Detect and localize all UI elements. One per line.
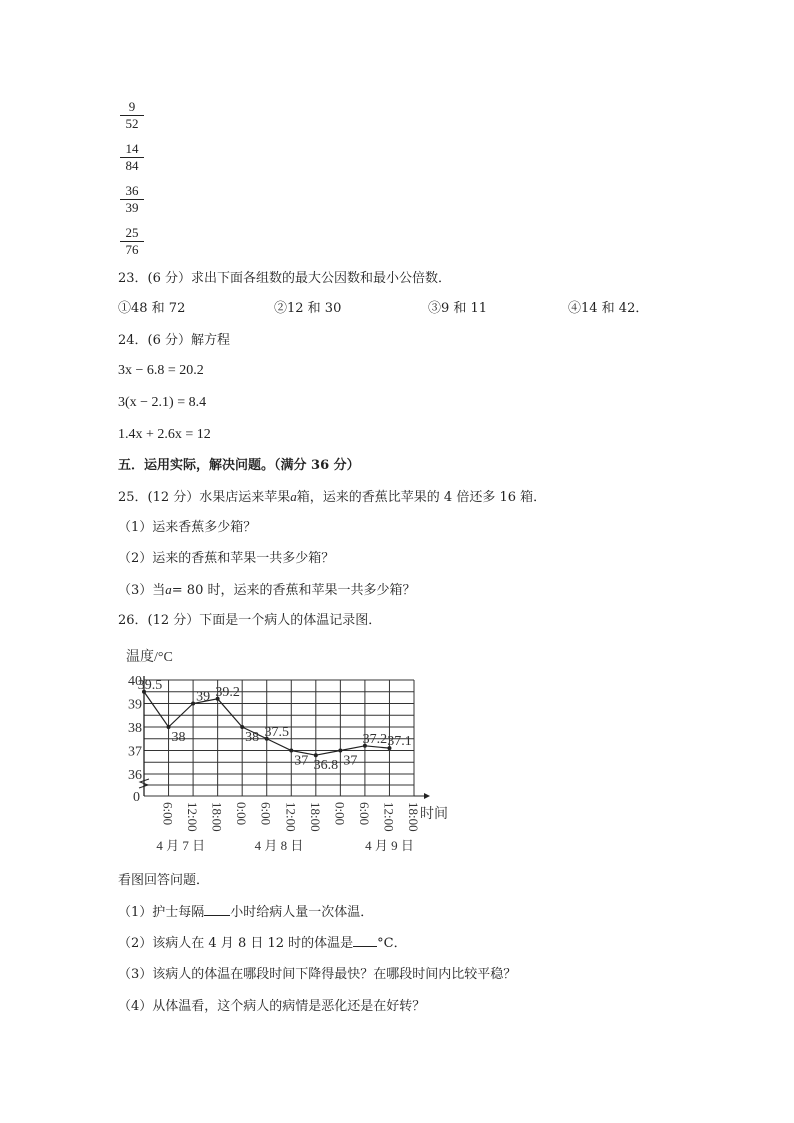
fraction-1 [120, 100, 144, 131]
q25-sub-3-part-a: （3）当 [118, 583, 166, 598]
q25-sub-1: （1）运来香蕉多少箱？ [118, 520, 257, 535]
q25-variable: a [290, 489, 297, 504]
fraction-numerator: 9 [128, 99, 136, 114]
x-axis-arrow [424, 793, 430, 799]
data-point [167, 725, 171, 729]
q25-sub-2: （2）运来的香蕉和苹果一共多少箱？ [118, 551, 335, 566]
date-label: 4 月 9 日 [365, 838, 414, 853]
fraction-denominator: 52 [125, 116, 139, 131]
q23-item-1: ①48 和 72 [118, 301, 186, 316]
q23-item-2: ②12 和 30 [274, 301, 342, 316]
y-tick-label: 39 [128, 697, 142, 713]
q26-sub-1 [118, 903, 373, 922]
y-tick-label: 36 [128, 768, 142, 783]
fraction-denominator: 76 [125, 242, 139, 257]
q26-title: 26．(12 分）下面是一个病人的体温记录图． [118, 613, 382, 628]
y-tick-label: 38 [128, 721, 142, 736]
x-tick-label: 18:00 [209, 802, 225, 832]
q26-sub-2-part-b: °C． [377, 936, 407, 951]
data-label: 37.5 [264, 724, 289, 740]
q23-item-3: ③9 和 11 [428, 301, 488, 316]
q25-title [118, 488, 546, 507]
x-tick-label: 12:00 [185, 802, 201, 832]
q25-sub-3-part-b: = 80 时，运来的香蕉和苹果一共多少箱？ [171, 583, 416, 598]
x-tick-label: 18:00 [406, 802, 421, 832]
q25-sub-3 [118, 581, 415, 600]
x-tick-label: 12:00 [381, 802, 397, 832]
q24-equation-1: 3x − 6.8 = 20.2 [118, 363, 204, 378]
y-tick-label: 40 [128, 674, 142, 689]
data-label: 38 [245, 730, 260, 745]
fraction-denominator: 84 [125, 158, 139, 173]
q26-sub-3: （3）该病人的体温在哪段时间下降得最快？在哪段时间内比较平稳？ [118, 967, 517, 982]
temperature-chart [118, 644, 458, 860]
q26-after-text: 看图回答问题． [118, 873, 210, 888]
q26-sub-2 [118, 934, 407, 953]
data-point [314, 753, 318, 757]
x-tick-label: 6:00 [258, 802, 274, 826]
x-tick-label: 6:00 [160, 802, 176, 826]
q23-item-4: ④14 和 42． [568, 301, 649, 316]
data-label: 39.5 [137, 677, 163, 693]
q25-title-part-a: 25．(12 分）水果店运来苹果 [118, 490, 291, 505]
fraction-numerator: 25 [125, 225, 139, 240]
data-label: 36.8 [313, 758, 339, 774]
y-axis-label: 温度/°C [126, 650, 173, 665]
q24-title: 24．(6 分）解方程 [118, 333, 231, 348]
q24-equation-2: 3(x − 2.1) = 8.4 [118, 395, 207, 410]
fraction-2 [120, 142, 144, 173]
temperature-chart-svg [118, 644, 458, 860]
x-tick-label: 0:00 [234, 802, 250, 826]
q26-sub-1-part-a: （1）护士每隔 [118, 905, 205, 920]
x-tick-label: 12:00 [283, 802, 299, 832]
q25-sub-3-variable: a [165, 582, 172, 597]
data-label: 37.1 [387, 734, 412, 750]
data-label: 39.2 [215, 684, 240, 700]
y-tick-label: 37 [128, 744, 142, 760]
data-label: 38 [171, 730, 186, 745]
fraction-numerator: 36 [125, 183, 139, 198]
q23-title: 23．(6 分）求出下面各组数的最大公因数和最小公倍数． [118, 271, 452, 286]
q25-title-part-b: 箱，运来的香蕉比苹果的 4 倍还多 16 箱． [296, 490, 547, 505]
data-point [338, 749, 342, 753]
data-label: 37.2 [362, 731, 388, 747]
data-label: 37 [294, 753, 309, 769]
q26-sub-1-blank [204, 903, 230, 916]
fraction-denominator: 39 [125, 200, 139, 215]
q26-sub-2-part-a: （2）该病人在 4 月 8 日 12 时的体温是 [118, 936, 354, 951]
q26-sub-1-part-b: 小时给病人量一次体温． [230, 905, 374, 920]
x-axis-label: 时间 [420, 807, 448, 822]
fraction-4 [120, 226, 144, 257]
data-point [191, 702, 195, 706]
x-tick-label: 6:00 [356, 802, 372, 826]
data-label: 39 [196, 689, 211, 705]
fraction-numerator: 14 [125, 141, 139, 156]
data-label: 37 [343, 753, 358, 769]
q26-sub-4: （4）从体温看，这个病人的病情是恶化还是在好转？ [118, 999, 426, 1014]
x-tick-label: 0:00 [332, 802, 348, 826]
y-tick-label: 0 [133, 790, 140, 805]
data-point [240, 725, 244, 729]
data-point [289, 749, 293, 753]
date-label: 4 月 7 日 [156, 838, 206, 853]
fraction-3 [120, 184, 144, 215]
date-label: 4 月 8 日 [254, 838, 304, 853]
q26-sub-2-blank [353, 934, 377, 947]
section-5-heading: 五．运用实际，解决问题。（满分 36 分） [118, 458, 360, 473]
q24-equation-3: 1.4x + 2.6x = 12 [118, 427, 211, 442]
x-tick-label: 18:00 [307, 802, 323, 832]
